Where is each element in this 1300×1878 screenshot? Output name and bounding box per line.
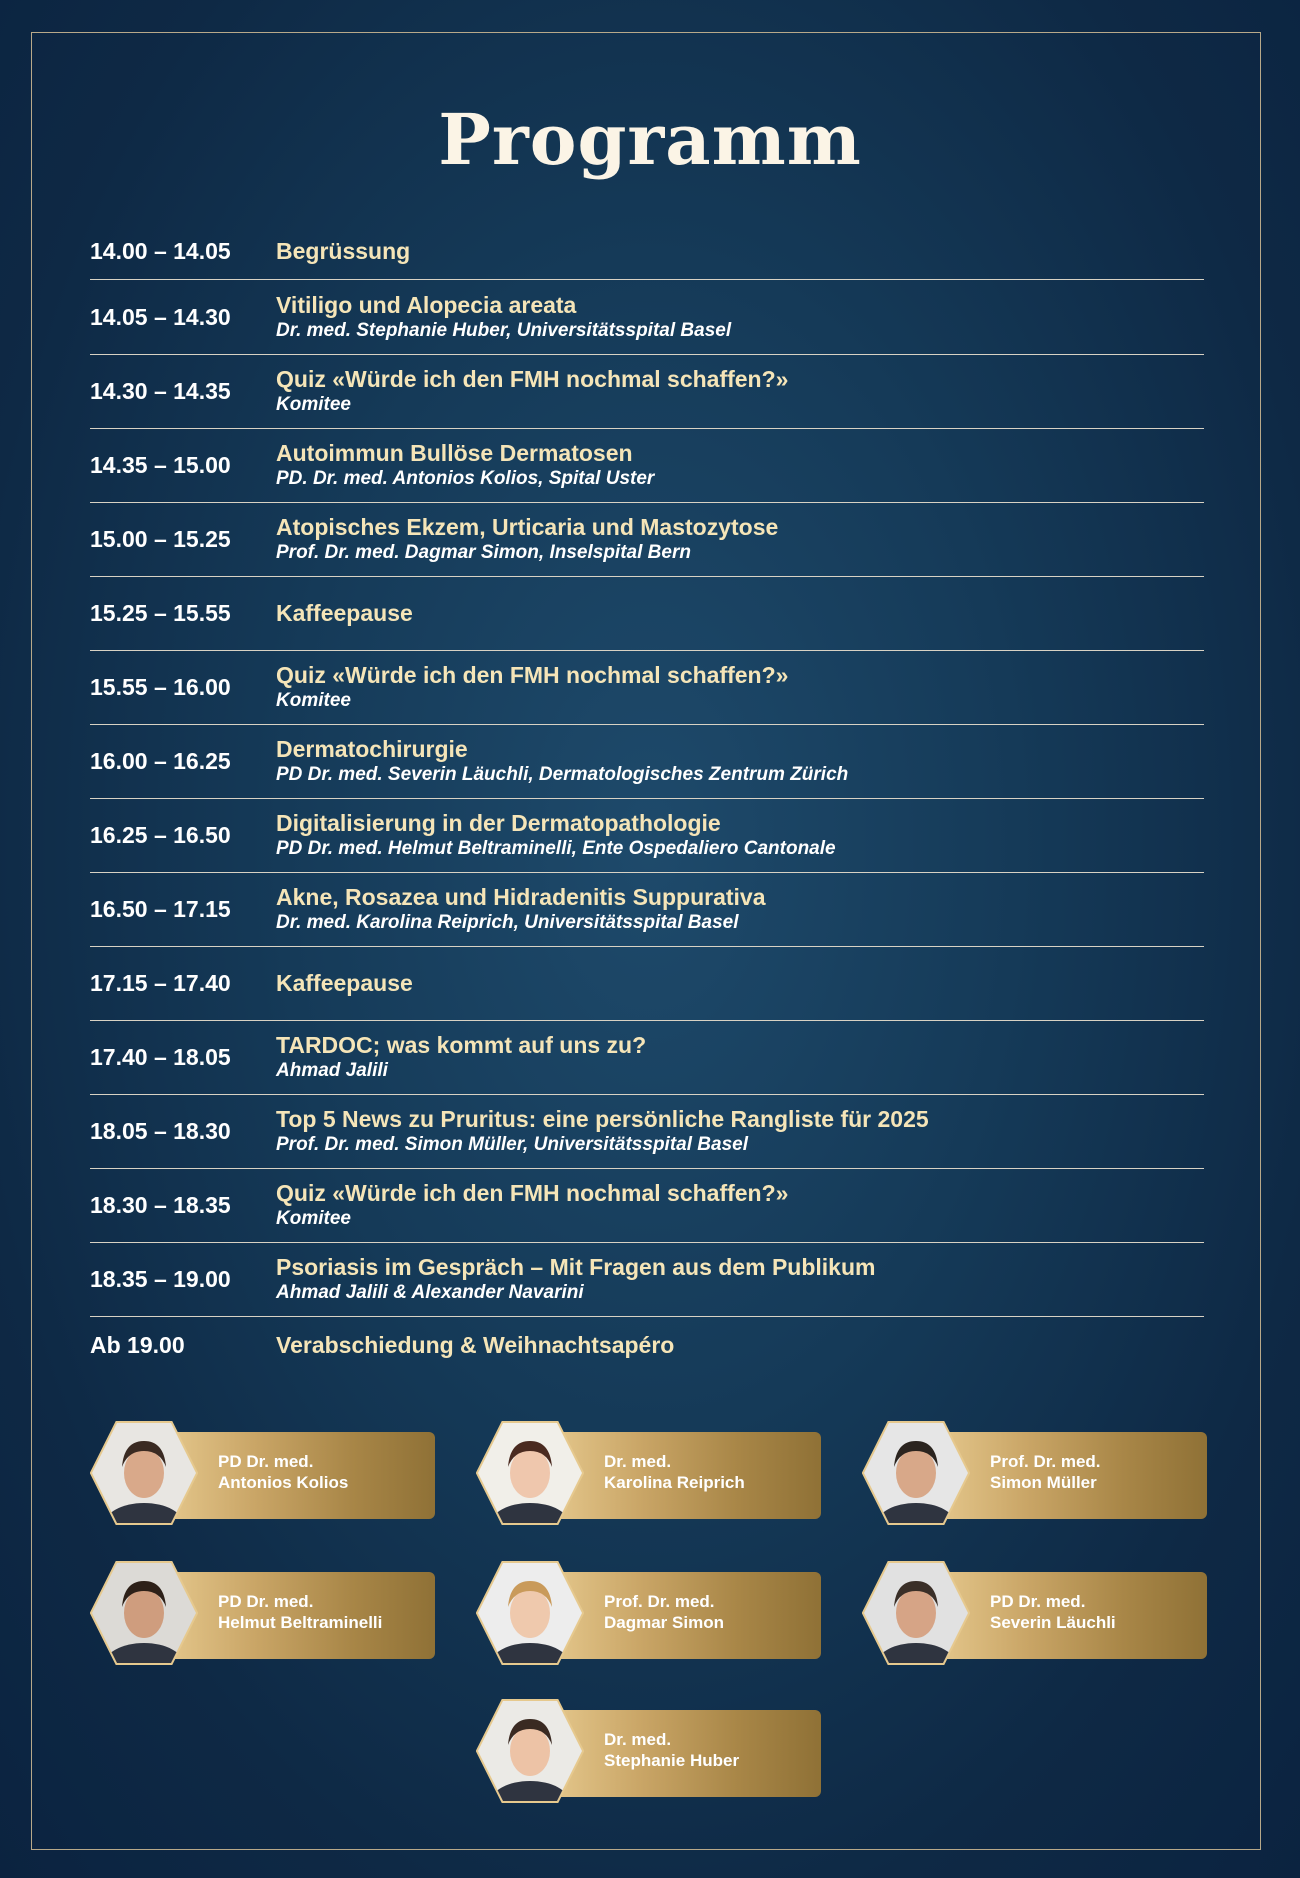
session-topic: Verabschiedung & Weihnachtsapéro: [276, 1331, 675, 1358]
session-time: 15.55 – 16.00: [90, 674, 231, 700]
session-time: 16.50 – 17.15: [90, 896, 231, 922]
session-time: 15.00 – 15.25: [90, 526, 231, 552]
session-time: 17.15 – 17.40: [90, 970, 231, 996]
session-topic: Kaffeepause: [276, 600, 413, 626]
session-time: 14.00 – 14.05: [90, 238, 231, 264]
speaker-title: Prof. Dr. med.: [990, 1452, 1101, 1471]
session-topic: Atopisches Ekzem, Urticaria und Mastozytose: [276, 514, 779, 540]
speaker-portrait: [862, 1421, 970, 1525]
speaker-name: [218, 1591, 382, 1633]
speaker-card: [476, 1561, 821, 1665]
session-speaker: Ahmad Jalili: [276, 1060, 388, 1081]
session-speaker: Ahmad Jalili & Alexander Navarini: [276, 1282, 584, 1303]
session-info: [276, 736, 848, 787]
session-time: 18.30 – 18.35: [90, 1192, 231, 1218]
session-info: [276, 600, 413, 627]
session-time: 18.05 – 18.30: [90, 1118, 231, 1144]
session-info: [276, 1332, 674, 1359]
session-time: 14.30 – 14.35: [90, 378, 231, 404]
speaker-full-name: Antonios Kolios: [218, 1473, 349, 1492]
session-topic: Quiz «Würde ich den FMH nochmal schaffen?»: [276, 662, 789, 688]
program-row: [90, 799, 1204, 873]
session-speaker: Dr. med. Karolina Reiprich, Universitätsspital Basel: [276, 912, 739, 933]
session-time: 18.35 – 19.00: [90, 1266, 231, 1292]
program-row: [90, 1021, 1204, 1095]
session-info: [276, 238, 410, 265]
speaker-name: [990, 1451, 1101, 1493]
program-row: [90, 1243, 1204, 1317]
session-topic: Quiz «Würde ich den FMH nochmal schaffen?»: [276, 1180, 789, 1206]
session-speaker: PD. Dr. med. Antonios Kolios, Spital Uster: [276, 468, 655, 489]
program-row: [90, 873, 1204, 947]
page-title: Programm: [438, 98, 862, 181]
session-topic: Quiz «Würde ich den FMH nochmal schaffen?»: [276, 366, 789, 392]
speaker-card: [90, 1561, 435, 1665]
session-topic: Begrüssung: [276, 238, 411, 264]
session-topic: Akne, Rosazea und Hidradenitis Suppurativa: [276, 884, 766, 910]
session-topic: Top 5 News zu Pruritus: eine persönliche Rangliste für 2025: [276, 1106, 929, 1132]
program-row: [90, 1317, 1204, 1373]
speaker-portrait: [90, 1421, 198, 1525]
session-info: [276, 1106, 929, 1157]
program-row: [90, 503, 1204, 577]
session-time: 14.35 – 15.00: [90, 452, 231, 478]
session-speaker: PD Dr. med. Severin Läuchli, Dermatologisches Zentrum Zürich: [276, 764, 849, 785]
speaker-name: [604, 1729, 739, 1771]
session-info: [276, 662, 788, 713]
program-row: [90, 651, 1204, 725]
session-info: [276, 970, 413, 997]
speaker-title: Prof. Dr. med.: [604, 1592, 715, 1611]
program-row: [90, 224, 1204, 280]
speaker-portrait: [476, 1561, 584, 1665]
session-topic: Autoimmun Bullöse Dermatosen: [276, 440, 633, 466]
session-topic: Psoriasis im Gespräch – Mit Fragen aus dem Publikum: [276, 1254, 876, 1280]
session-time: 16.00 – 16.25: [90, 748, 231, 774]
session-time: 14.05 – 14.30: [90, 303, 231, 330]
speaker-title: PD Dr. med.: [990, 1592, 1086, 1611]
speaker-card: [90, 1421, 435, 1525]
speaker-title: Dr. med.: [604, 1730, 672, 1749]
session-topic: Dermatochirurgie: [276, 736, 468, 762]
session-info: [276, 514, 778, 565]
speaker-name: [218, 1451, 348, 1493]
session-info: [276, 1180, 788, 1231]
session-info: [276, 810, 836, 861]
session-info: [276, 440, 654, 491]
program-row: [90, 947, 1204, 1021]
speaker-full-name: Stephanie Huber: [604, 1751, 740, 1770]
speaker-name: [604, 1451, 745, 1493]
speaker-title: Dr. med.: [604, 1452, 672, 1471]
session-speaker: PD Dr. med. Helmut Beltraminelli, Ente Ospedaliero Cantonale: [276, 838, 836, 859]
session-speaker: Komitee: [276, 394, 351, 415]
session-speaker: Prof. Dr. med. Simon Müller, Universitätsspital Basel: [276, 1134, 748, 1155]
program-row: [90, 1095, 1204, 1169]
speaker-title: PD Dr. med.: [218, 1452, 314, 1471]
program-row: [90, 577, 1204, 651]
speaker-name: [990, 1591, 1116, 1633]
session-time: Ab 19.00: [90, 1331, 185, 1358]
program-schedule: [90, 224, 1204, 1373]
speaker-portrait: [476, 1699, 584, 1803]
speaker-portrait: [476, 1421, 584, 1525]
session-info: [276, 366, 788, 417]
session-info: [276, 292, 731, 343]
speaker-full-name: Helmut Beltraminelli: [218, 1613, 383, 1632]
session-info: [276, 884, 766, 935]
speaker-card: [476, 1421, 821, 1525]
speaker-full-name: Severin Läuchli: [990, 1613, 1116, 1632]
speaker-portrait: [90, 1561, 198, 1665]
speaker-portrait: [862, 1561, 970, 1665]
session-topic: TARDOC; was kommt auf uns zu?: [276, 1032, 647, 1058]
session-topic: Vitiligo und Alopecia areata: [276, 291, 577, 318]
speaker-title: PD Dr. med.: [218, 1592, 314, 1611]
speaker-full-name: Simon Müller: [990, 1473, 1097, 1492]
session-info: [276, 1032, 646, 1083]
session-speaker: Komitee: [276, 1208, 351, 1229]
speaker-full-name: Karolina Reiprich: [604, 1473, 745, 1492]
session-time: 16.25 – 16.50: [90, 822, 231, 848]
speaker-card: [862, 1561, 1207, 1665]
program-row: [90, 355, 1204, 429]
session-speaker: Prof. Dr. med. Dagmar Simon, Inselspital Bern: [276, 542, 691, 563]
session-time: 15.25 – 15.55: [90, 600, 231, 626]
program-row: [90, 429, 1204, 503]
program-row: [90, 280, 1204, 355]
session-speaker: Komitee: [276, 690, 351, 711]
speaker-name: [604, 1591, 724, 1633]
session-topic: Digitalisierung in der Dermatopathologie: [276, 810, 721, 836]
session-topic: Kaffeepause: [276, 970, 413, 996]
speaker-card: [476, 1699, 821, 1803]
session-speaker: Dr. med. Stephanie Huber, Universitätsspital Basel: [276, 319, 732, 341]
speaker-card: [862, 1421, 1207, 1525]
speaker-full-name: Dagmar Simon: [604, 1613, 724, 1632]
session-info: [276, 1254, 875, 1305]
session-time: 17.40 – 18.05: [90, 1044, 231, 1070]
program-row: [90, 725, 1204, 799]
program-row: [90, 1169, 1204, 1243]
